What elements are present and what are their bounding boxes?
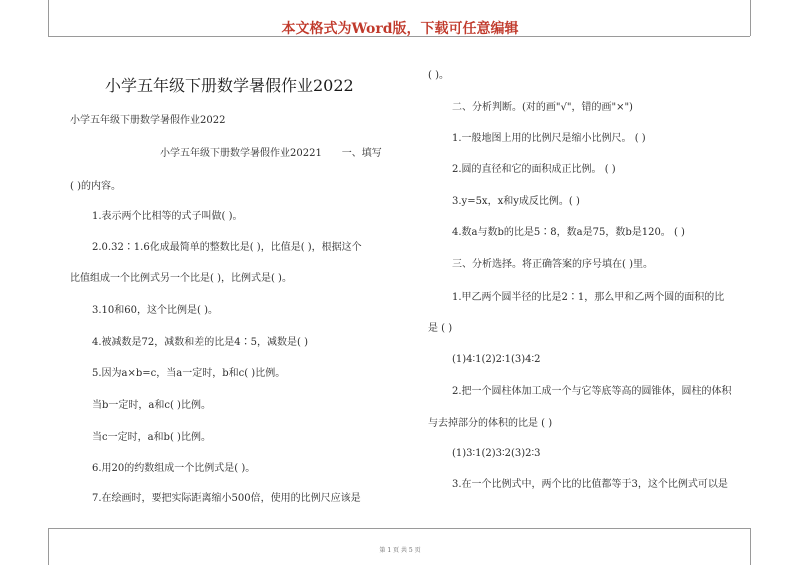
- right-line-2: 二、分析判断。(对的画"√"，错的画"×"): [452, 102, 633, 113]
- right-line-4: 2.圆的直径和它的面积成正比例。 ( ): [452, 164, 616, 175]
- left-line-7: 3.10和60，这个比例是( )。: [92, 305, 218, 316]
- right-line-14: 3.在一个比例式中，两个比的比值都等于3，这个比例式可以是: [452, 479, 728, 490]
- right-line-6: 4.数a与数b的比是5∶8，数a是75，数b是120。 ( ): [452, 227, 685, 238]
- right-line-7: 三、分析选择。将正确答案的序号填在( )里。: [452, 259, 653, 270]
- word-format-banner: 本文格式为Word版，下载可任意编辑: [281, 21, 519, 37]
- left-line-3: ( )的内容。: [70, 181, 121, 192]
- right-line-13: (1)3∶1(2)3∶2(3)2∶3: [452, 448, 541, 459]
- right-line-11: 2.把一个圆柱体加工成一个与它等底等高的圆锥体，圆柱的体积: [452, 386, 732, 397]
- left-line-5: 2.0.32∶1.6化成最简单的整数比是( )，比值是( )，根据这个: [92, 242, 362, 253]
- right-line-10: (1)4∶1(2)2∶1(3)4∶2: [452, 354, 541, 365]
- right-line-3: 1.一般地图上用的比例尺是缩小比例尺。 ( ): [452, 133, 646, 144]
- document-title: 小学五年级下册数学暑假作业2022: [105, 76, 354, 95]
- left-line-6: 比值组成一个比例式另一个比是( )，比例式是( )。: [70, 273, 292, 284]
- right-line-8: 1.甲乙两个圆半径的比是2∶1，那么甲和乙两个圆的面积的比: [452, 292, 725, 303]
- left-line-10: 当b一定时，a和c( )比例。: [92, 400, 211, 411]
- left-line-1: 小学五年级下册数学暑假作业2022: [70, 115, 226, 126]
- frame-bottom-line: [48, 528, 750, 529]
- left-line-13: 7.在绘画时，要把实际距离缩小500倍，使用的比例尺应该是: [92, 493, 361, 504]
- right-line-5: 3.y=5x，x和y成反比例。( ): [452, 196, 580, 207]
- left-line-4: 1.表示两个比相等的式子叫做( )。: [92, 211, 243, 222]
- left-line-11: 当c一定时，a和b( )比例。: [92, 432, 211, 443]
- right-line-12: 与去掉部分的体积的比是 ( ): [428, 418, 553, 429]
- left-line-9: 5.因为a×b=c，当a一定时，b和c( )比例。: [92, 368, 286, 379]
- left-line-2: 小学五年级下册数学暑假作业20221 一、填写: [160, 148, 382, 159]
- left-line-8: 4.被减数是72，减数和差的比是4∶5，减数是( ): [92, 337, 308, 348]
- right-line-9: 是 ( ): [428, 323, 453, 334]
- right-line-1: ( )。: [428, 70, 449, 81]
- left-line-12: 6.用20的约数组成一个比例式是( )。: [92, 463, 256, 474]
- page-footer: 第 1 页 共 5 页: [379, 547, 421, 554]
